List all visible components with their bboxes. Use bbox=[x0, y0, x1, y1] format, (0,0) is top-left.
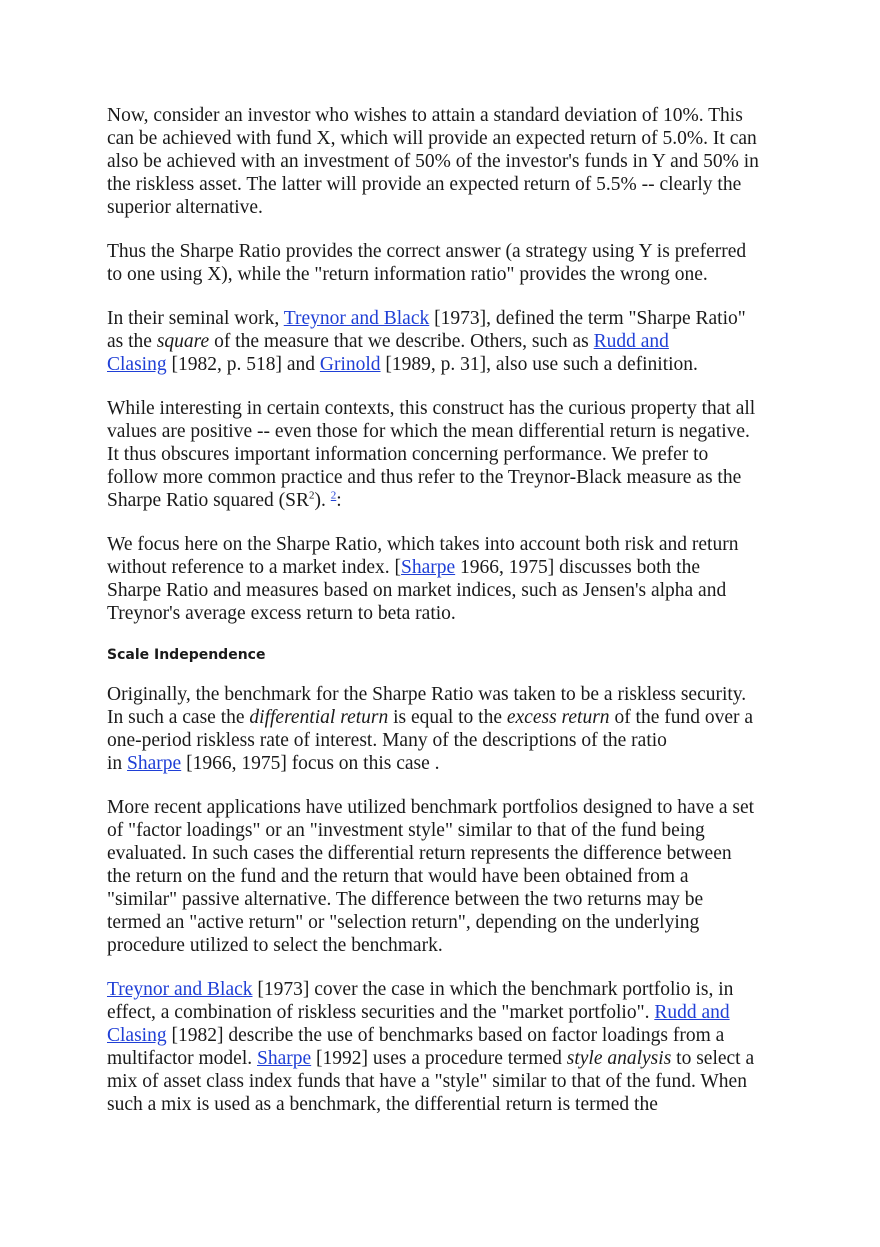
emphasis-style-analysis: style analysis bbox=[566, 1048, 672, 1069]
text-line bbox=[107, 1024, 787, 1047]
text-line: It thus obscures important information concerning performance. We prefer to bbox=[107, 444, 709, 465]
text-run: Sharpe Ratio squared (SR bbox=[107, 490, 310, 511]
link-treynor-and-black[interactable]: Treynor and Black bbox=[283, 308, 430, 329]
link-grinold[interactable]: Grinold bbox=[319, 354, 381, 375]
paragraph-benchmark-cases bbox=[107, 978, 787, 1116]
paragraph-recent-applications bbox=[107, 796, 787, 957]
text-line: termed an "active return" or "selection return", depending on the underlying bbox=[107, 912, 700, 933]
paragraph-correct-answer bbox=[107, 240, 787, 286]
link-sharpe[interactable]: Sharpe bbox=[401, 557, 456, 578]
text-run: ). bbox=[314, 490, 331, 511]
text-line bbox=[107, 353, 787, 376]
text-line bbox=[107, 556, 787, 579]
text-line: evaluated. In such cases the differential return represents the difference between bbox=[107, 843, 732, 864]
text-run: in bbox=[107, 753, 128, 774]
text-line bbox=[107, 1047, 787, 1070]
link-sharpe[interactable]: Sharpe bbox=[127, 753, 182, 774]
text-run: [1973], defined the term "Sharpe Ratio" bbox=[429, 308, 746, 329]
paragraph-focus bbox=[107, 533, 787, 625]
text-line: Thus the Sharpe Ratio provides the correct answer (a strategy using Y is preferred bbox=[107, 241, 747, 262]
text-line: While interesting in certain contexts, this construct has the curious property that all bbox=[107, 398, 756, 419]
paragraph-curious-property bbox=[107, 397, 787, 512]
text-line bbox=[107, 307, 787, 330]
paragraph-investor-example bbox=[107, 104, 787, 219]
link-treynor-and-black[interactable]: Treynor and Black bbox=[107, 979, 253, 1000]
footnote-link-2[interactable]: 2 bbox=[330, 489, 337, 502]
text-run: [1966, 1975] focus on this case . bbox=[181, 753, 440, 774]
text-line: We focus here on the Sharpe Ratio, which takes into account both risk and return bbox=[107, 534, 739, 555]
emphasis-square: square bbox=[156, 331, 210, 352]
text-line: Sharpe Ratio and measures based on market indices, such as Jensen's alpha and bbox=[107, 580, 727, 601]
paragraph-originally bbox=[107, 683, 787, 775]
text-run: : bbox=[336, 490, 342, 511]
text-line: such a mix is used as a benchmark, the differential return is termed the bbox=[107, 1094, 658, 1115]
emphasis-excess-return: excess return bbox=[506, 707, 610, 728]
text-run: multifactor model. bbox=[107, 1048, 258, 1069]
text-line: one-period riskless rate of interest. Many of the descriptions of the ratio bbox=[107, 730, 667, 751]
text-line: follow more common practice and thus refer to the Treynor-Black measure as the bbox=[107, 467, 742, 488]
paragraph-seminal-work bbox=[107, 307, 787, 376]
text-line: superior alternative. bbox=[107, 197, 263, 218]
link-rudd-and-clasing[interactable]: Rudd and bbox=[593, 331, 669, 352]
link-rudd-and-clasing-cont[interactable]: Clasing bbox=[107, 1025, 167, 1046]
text-line: the return on the fund and the return that would have been obtained from a bbox=[107, 866, 689, 887]
text-line: values are positive -- even those for which the mean differential return is negative. bbox=[107, 421, 750, 442]
text-line: Originally, the benchmark for the Sharpe Ratio was taken to be a riskless security. bbox=[107, 684, 747, 705]
superscript: 2 bbox=[309, 489, 315, 502]
link-rudd-and-clasing[interactable]: Rudd and bbox=[654, 1002, 730, 1023]
link-sharpe[interactable]: Sharpe bbox=[257, 1048, 312, 1069]
text-run: of the measure that we describe. Others, such as bbox=[209, 331, 594, 352]
text-run: of the fund over a bbox=[609, 707, 754, 728]
emphasis-differential-return: differential return bbox=[249, 707, 389, 728]
text-line: procedure utilized to select the benchmark. bbox=[107, 935, 443, 956]
text-line bbox=[107, 1001, 787, 1024]
text-run: effect, a combination of riskless securities and the "market portfolio". bbox=[107, 1002, 655, 1023]
text-run: to select a bbox=[671, 1048, 755, 1069]
text-line: can be achieved with fund X, which will provide an expected return of 5.0%. It can bbox=[107, 128, 757, 149]
document-page bbox=[107, 104, 787, 1137]
text-line: to one using X), while the "return information ratio" provides the wrong one. bbox=[107, 264, 708, 285]
text-line: also be achieved with an investment of 50% of the investor's funds in Y and 50% in bbox=[107, 151, 759, 172]
text-run: [1973] cover the case in which the benchmark portfolio is, in bbox=[252, 979, 734, 1000]
text-line: Treynor's average excess return to beta ratio. bbox=[107, 603, 456, 624]
text-run: as the bbox=[107, 331, 157, 352]
section-heading: Scale Independence bbox=[107, 647, 266, 663]
text-line bbox=[107, 330, 787, 353]
text-line: "similar" passive alternative. The difference between the two returns may be bbox=[107, 889, 704, 910]
text-line bbox=[107, 978, 787, 1001]
text-run: [1989, p. 31], also use such a definition. bbox=[380, 354, 698, 375]
text-run: 1966, 1975] discusses both the bbox=[455, 557, 700, 578]
text-run: without reference to a market index. [ bbox=[107, 557, 401, 578]
text-line bbox=[107, 706, 787, 729]
text-run: [1992] uses a procedure termed bbox=[311, 1048, 567, 1069]
text-line: Now, consider an investor who wishes to attain a standard deviation of 10%. This bbox=[107, 105, 743, 126]
text-run: In their seminal work, bbox=[107, 308, 284, 329]
text-run: In such a case the bbox=[107, 707, 250, 728]
text-line: the riskless asset. The latter will provide an expected return of 5.5% -- clearly the bbox=[107, 174, 742, 195]
text-run: is equal to the bbox=[388, 707, 507, 728]
link-rudd-and-clasing-cont[interactable]: Clasing bbox=[107, 354, 167, 375]
text-line bbox=[107, 752, 787, 775]
text-line: More recent applications have utilized benchmark portfolios designed to have a set bbox=[107, 797, 755, 818]
text-line: of "factor loadings" or an "investment style" similar to that of the fund being bbox=[107, 820, 705, 841]
text-run: [1982, p. 518] and bbox=[166, 354, 320, 375]
text-line bbox=[107, 489, 787, 512]
text-line: mix of asset class index funds that have a "style" similar to that of the fund. When bbox=[107, 1071, 747, 1092]
text-run: [1982] describe the use of benchmarks based on factor loadings from a bbox=[166, 1025, 725, 1046]
